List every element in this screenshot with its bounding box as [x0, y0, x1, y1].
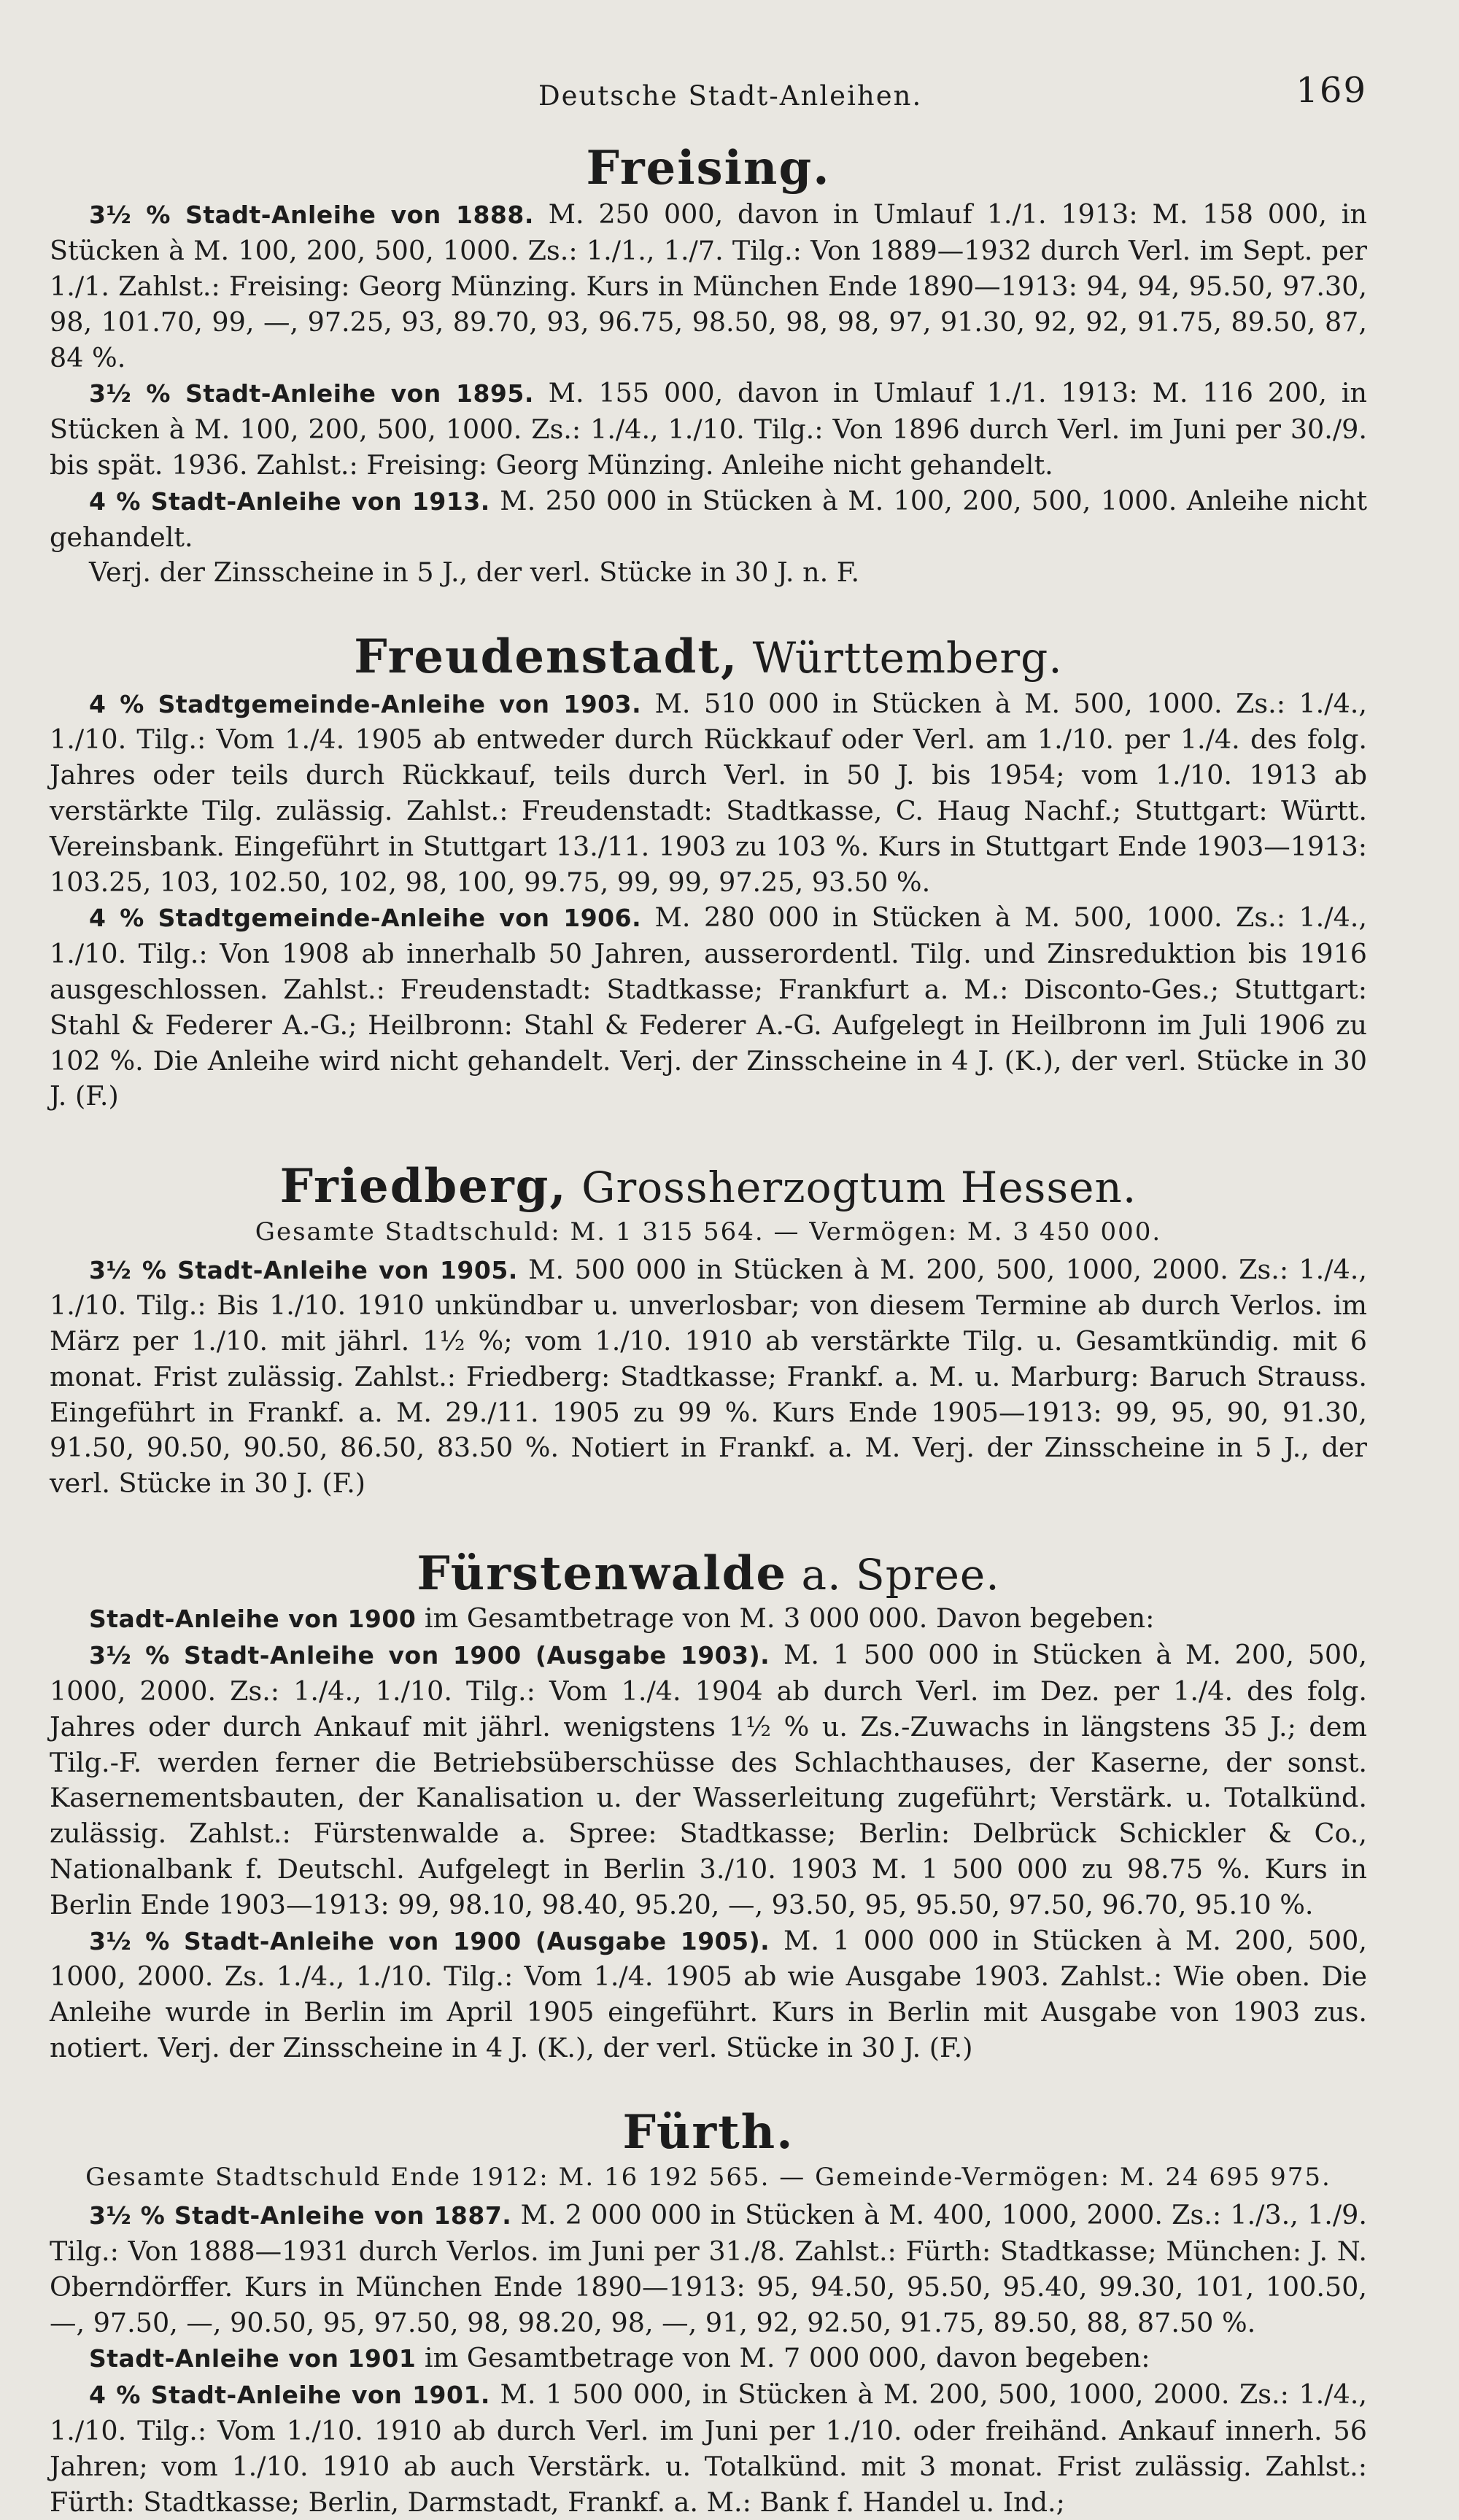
- loan-title: 3½ % Stadt-Anleihe von 1905.: [89, 1255, 518, 1284]
- city-finance-summary: Gesamte Stadtschuld: M. 1 315 564. — Vermögen: M. 3 450 000.: [255, 1217, 1162, 1247]
- loan-entry: [50, 2341, 1367, 2377]
- loan-entry: [50, 1923, 1367, 2066]
- loan-text: im Gesamtbetrage von M. 7 000 000, davon begeben:: [416, 2342, 1150, 2374]
- running-head: [50, 70, 1367, 121]
- loan-note: [50, 555, 1367, 591]
- loan-title: 3½ % Stadt-Anleihe von 1888.: [89, 201, 534, 230]
- page-number: 169: [1296, 70, 1367, 111]
- loan-text: M. 250 000, davon in Umlauf 1./1. 1913: M. 158 000, in Stücken à M. 100, 200, 500, 1000. Zs.: 1./1., 1./7. Tilg.: Von 1889—1932 durch Verl. im Sept. per 1./1. Zahlst.: Freising: Georg Münzing. Kurs in München Ende 1890—1913: 94, 94, 95.50, 97.30, 98, 101.70, 99, —, 97.25, 93, 89.70, 93, 96.75, 98.50, 98, 98, 97, 91.30, 92, 92, 91.75, 89.50, 87, 84 %.: [50, 198, 1367, 373]
- section-freising: [50, 143, 1367, 591]
- loan-title: Stadt-Anleihe von 1901: [89, 2344, 417, 2373]
- running-title: Deutsche Stadt-Anleihen.: [538, 80, 923, 112]
- section-fuerstenwalde: [50, 1548, 1367, 2066]
- loan-entry: [50, 900, 1367, 1114]
- city-region: a. Spree.: [787, 1550, 1000, 1600]
- loan-title: 3½ % Stadt-Anleihe von 1895.: [89, 379, 534, 408]
- loan-entry: [50, 1601, 1367, 1637]
- loan-entry: [50, 1637, 1367, 1923]
- loan-title: 3½ % Stadt-Anleihe von 1900 (Ausgabe 1905).: [89, 1926, 770, 1955]
- loan-title: 4 % Stadt-Anleihe von 1901.: [89, 2381, 490, 2410]
- loan-text: im Gesamtbetrage von M. 3 000 000. Davon begeben:: [416, 1602, 1155, 1635]
- city-finance-summary: Gesamte Stadtschuld Ende 1912: M. 16 192 565. — Gemeinde-Vermögen: M. 24 695 975.: [85, 2163, 1331, 2193]
- loan-title: Stadt-Anleihe von 1900: [89, 1605, 417, 1634]
- section-friedberg: [50, 1161, 1367, 1502]
- loan-text: M. 280 000 in Stücken à M. 500, 1000. Zs.: 1./4., 1./10. Tilg.: Von 1908 ab innerhalb 50 Jahren, ausserordentl. Tilg. und Zinsreduktion bis 1916 ausgeschlossen. Zahlst.: Freudenstadt: Stadtkasse; Frankfurt a. M.: Disconto-Ges.; Stuttgart: Stahl & Federer A.-G.; Heilbronn: Stahl & Federer A.-G. Aufgelegt in Heilbronn im Juli 1906 zu 102 %. Die Anleihe wird nicht gehandelt. Verj. der Zinsscheine in 4 J. (K.), der verl. Stücke in 30 J. (F.): [50, 902, 1367, 1112]
- loan-title: 4 % Stadt-Anleihe von 1913.: [89, 486, 490, 516]
- city-region: Württemberg.: [738, 633, 1063, 683]
- city-heading-friedberg: Friedberg, Grossherzogtum Hessen.: [279, 1159, 1137, 1214]
- loan-entry: [50, 484, 1367, 556]
- loan-text: M. 1 000 000 in Stücken à M. 200, 500, 1000, 2000. Zs. 1./4., 1./10. Tilg.: Vom 1./4. 1905 ab wie Ausgabe 1903. Zahlst.: Wie oben. Die Anleihe wurde in Berlin im April 1905 eingeführt. Kurs in Berlin mit Ausgabe von 1903 zus. notiert. Verj. der Zinsscheine in 4 J. (K.), der verl. Stücke in 30 J. (F.): [50, 1924, 1367, 2064]
- loan-text: M. 500 000 in Stücken à M. 200, 500, 1000, 2000. Zs.: 1./4., 1./10. Tilg.: Bis 1./10. 1910 unkündbar u. unverlosbar; von diesem Termine ab durch Verlos. im März per 1./10. mit jährl. 1½ %; vom 1./10. 1910 ab verstärkte Tilg. u. Gesamtkündig. mit 6 monat. Frist zulässig. Zahlst.: Friedberg: Stadtkasse; Frankf. a. M. u. Marburg: Baruch Strauss. Eingeführt in Frankf. a. M. 29./11. 1905 zu 99 %. Kurs Ende 1905—1913: 99, 95, 90, 91.30, 91.50, 90.50, 90.50, 86.50, 83.50 %. Notiert in Frankf. a. M. Verj. der Zinsscheine in 5 J., der verl. Stücke in 30 J. (F.): [50, 1253, 1367, 1500]
- loan-entry: [50, 2377, 1367, 2520]
- loan-text: M. 250 000 in Stücken à M. 100, 200, 500, 1000. Anleihe nicht gehandelt.: [50, 484, 1367, 553]
- section-freudenstadt: [50, 629, 1367, 1114]
- loan-entry: [50, 376, 1367, 483]
- loan-title: 3½ % Stadt-Anleihe von 1887.: [89, 2201, 512, 2230]
- loan-title: 4 % Stadtgemeinde-Anleihe von 1906.: [89, 904, 642, 933]
- section-fuerth: [50, 2104, 1367, 2520]
- loan-entry: [50, 686, 1367, 901]
- loan-text: M. 2 000 000 in Stücken à M. 400, 1000, 2000. Zs.: 1./3., 1./9. Tilg.: Von 1888—1931 durch Verlos. im Juni per 31./8. Zahlst.: Fürth: Stadtkasse; München: J. N. Oberndörffer. Kurs in München Ende 1890—1913: 95, 94.50, 95.50, 95.40, 99.30, 101, 100.50, —, 97.50, —, 90.50, 95, 97.50, 98, 98.20, 98, —, 91, 92, 92.50, 91.75, 89.50, 88, 87.50 %.: [50, 2199, 1367, 2338]
- city-heading-freudenstadt: Freudenstadt, Württemberg.: [354, 629, 1063, 685]
- loan-entry: [50, 2198, 1367, 2341]
- city-heading-fuerth: Fürth.: [622, 2104, 794, 2160]
- loan-title: 3½ % Stadt-Anleihe von 1900 (Ausgabe 1903).: [89, 1641, 770, 1670]
- loan-entry: [50, 1252, 1367, 1503]
- city-heading-freising: Freising.: [586, 141, 831, 195]
- city-region: Grossherzogtum Hessen.: [567, 1163, 1137, 1213]
- loan-text: M. 1 500 000 in Stücken à M. 200, 500, 1000, 2000. Zs.: 1./4., 1./10. Tilg.: Vom 1./4. 1904 ab durch Verl. im Dez. per 1./4. des folg. Jahres oder durch Ankauf mit jährl. wenigstens 1½ % u. Zs.-Zuwachs in längstens 35 J.; dem Tilg.-F. werden ferner die Betriebsüberschüsse des Schlachthauses, der Kaserne, der sonst. Kasernementsbauten, der Kanalisation u. der Wasserleitung zugeführt; Verstärk. u. Totalkünd. zulässig. Zahlst.: Fürstenwalde a. Spree: Stadtkasse; Berlin: Delbrück Schickler & Co., Nationalbank f. Deutschl. Aufgelegt in Berlin 3./10. 1903 M. 1 500 000 zu 98.75 %. Kurs in Berlin Ende 1903—1913: 99, 98.10, 98.40, 95.20, —, 93.50, 95, 95.50, 97.50, 96.70, 95.10 %.: [50, 1639, 1367, 1920]
- city-heading-fuerstenwalde: Fürstenwalde a. Spree.: [417, 1546, 1000, 1602]
- loan-text: Verj. der Zinsscheine in 5 J., der verl. Stücke in 30 J. n. F.: [89, 557, 860, 589]
- loan-text: M. 510 000 in Stücken à M. 500, 1000. Zs.: 1./4., 1./10. Tilg.: Vom 1./4. 1905 ab entweder durch Rückkauf oder Verl. am 1./10. per 1./4. des folg. Jahres oder teils durch Rückkauf, teils durch Verl. in 50 J. bis 1954; vom 1./10. 1913 ab verstärkte Tilg. zulässig. Zahlst.: Freudenstadt: Stadtkasse, C. Haug Nachf.; Stuttgart: Württ. Vereinsbank. Eingeführt in Stuttgart 13./11. 1903 zu 103 %. Kurs in Stuttgart Ende 1903—1913: 103.25, 103, 102.50, 102, 98, 100, 99.75, 99, 99, 97.25, 93.50 %.: [50, 687, 1367, 898]
- loan-text: M. 1 500 000, in Stücken à M. 200, 500, 1000, 2000. Zs.: 1./4., 1./10. Tilg.: Vom 1./10. 1910 ab durch Verl. im Juni per 1./10. oder freihänd. Ankauf innerh. 56 Jahren; vom 1./10. 1910 ab auch Verstärk. u. Totalkünd. mit 3 monat. Frist zulässig. Zahlst.: Fürth: Stadtkasse; Berlin, Darmstadt, Frankf. a. M.: Bank f. Handel u. Ind.;: [50, 2379, 1367, 2518]
- loan-title: 4 % Stadtgemeinde-Anleihe von 1903.: [89, 689, 642, 718]
- loan-entry: [50, 197, 1367, 376]
- loan-text: M. 155 000, davon in Umlauf 1./1. 1913: M. 116 200, in Stücken à M. 100, 200, 500, 1000. Zs.: 1./4., 1./10. Tilg.: Von 1896 durch Verl. im Juni per 30./9. bis spät. 1936. Zahlst.: Freising: Georg Münzing. Anleihe nicht gehandelt.: [50, 377, 1367, 481]
